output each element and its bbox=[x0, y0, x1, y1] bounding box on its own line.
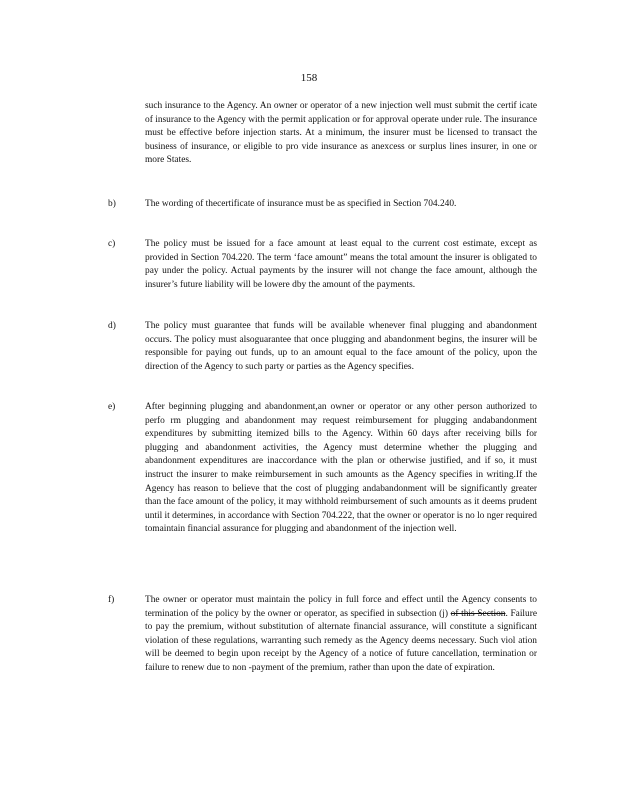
paragraph-f-text-before: The owner or operator must maintain the policy in full force and effect until the Agency consents to termination of the policy by the owner or operator, as specified in subsection (j) bbox=[145, 595, 537, 619]
item-label-e: e) bbox=[108, 402, 116, 412]
item-label-d: d) bbox=[108, 321, 116, 331]
paragraph-d: The policy must guarantee that funds will be available whenever final plugging and abandonment occurs. The policy must alsoguarantee that once plugging and abandonment begins, the insurer will be responsible for paying out funds, up to an amount equal to the face amount of the policy, upon the direction of the Agency to such party or parties as the Agency specifies. bbox=[145, 321, 537, 372]
item-label-b: b) bbox=[108, 199, 116, 209]
paragraph-c: The policy must be issued for a face amount at least equal to the current cost estimate, except as provided in Section 704.220. The term ‘face amount” means the total amount the insurer is obligated to pay under the policy. Actual payments by the insurer will not change the face amount, although the insurer’s future liability will be lowere dby the amount of the payments. bbox=[145, 239, 537, 290]
paragraph-e: After beginning plugging and abandonment,an owner or operator or any other person authorized to perfo rm plugging and abandonment may request reimbursement for plugging andabandonment expenditures by submitting itemized bills to the Agency. Within 60 days after receiving bills for plugging and abandonment activities, the Agency must determine whether the plugging and abandonment expenditures are inaccordance with the plan or otherwise justified, and if so, it must instruct the insurer to make reimbursement in such amounts as the Agency specifies in writing.If the Agency has reason to believe that the cost of plugging andabandonment will be significantly greater than the face amount of the policy, it may withhold reimbursement of such amounts as it deems prudent until it determines, in accordance with Section 704.222, that the owner or operator is no lo nger required tomaintain financial assurance for plugging and abandonment of the injection well. bbox=[145, 402, 537, 535]
paragraph-continuation: such insurance to the Agency. An owner or operator of a new injection well must submit the certif icate of insurance to the Agency with the permit application or for approval operate under rule. The insurance must be effective before injection starts. At a minimum, the insurer must be licensed to transact the business of insurance, or eligible to pro vide insurance as anexcess or surplus lines insurer, in one or more States. bbox=[145, 101, 537, 166]
page-number: 158 bbox=[300, 72, 318, 84]
paragraph-f bbox=[145, 594, 537, 676]
item-label-f: f) bbox=[108, 595, 115, 605]
paragraph-f-text-after: . Failure to pay the premium, without substitution of alternate financial assurance, will constitute a significant violation of these regulations, warranting such remedy as the Agency deems necessary. Such viol ation will be deemed to begin upon receipt by the Agency of a notice of future cancellation, termination or failure to renew due to non -payment of the premium, rather than upon the date of expiration. bbox=[145, 608, 538, 673]
item-label-c: c) bbox=[108, 239, 116, 249]
paragraph-b: The wording of thecertificate of insurance must be as specified in Section 704.240. bbox=[145, 199, 457, 209]
struck-text: of this Section bbox=[450, 608, 506, 619]
